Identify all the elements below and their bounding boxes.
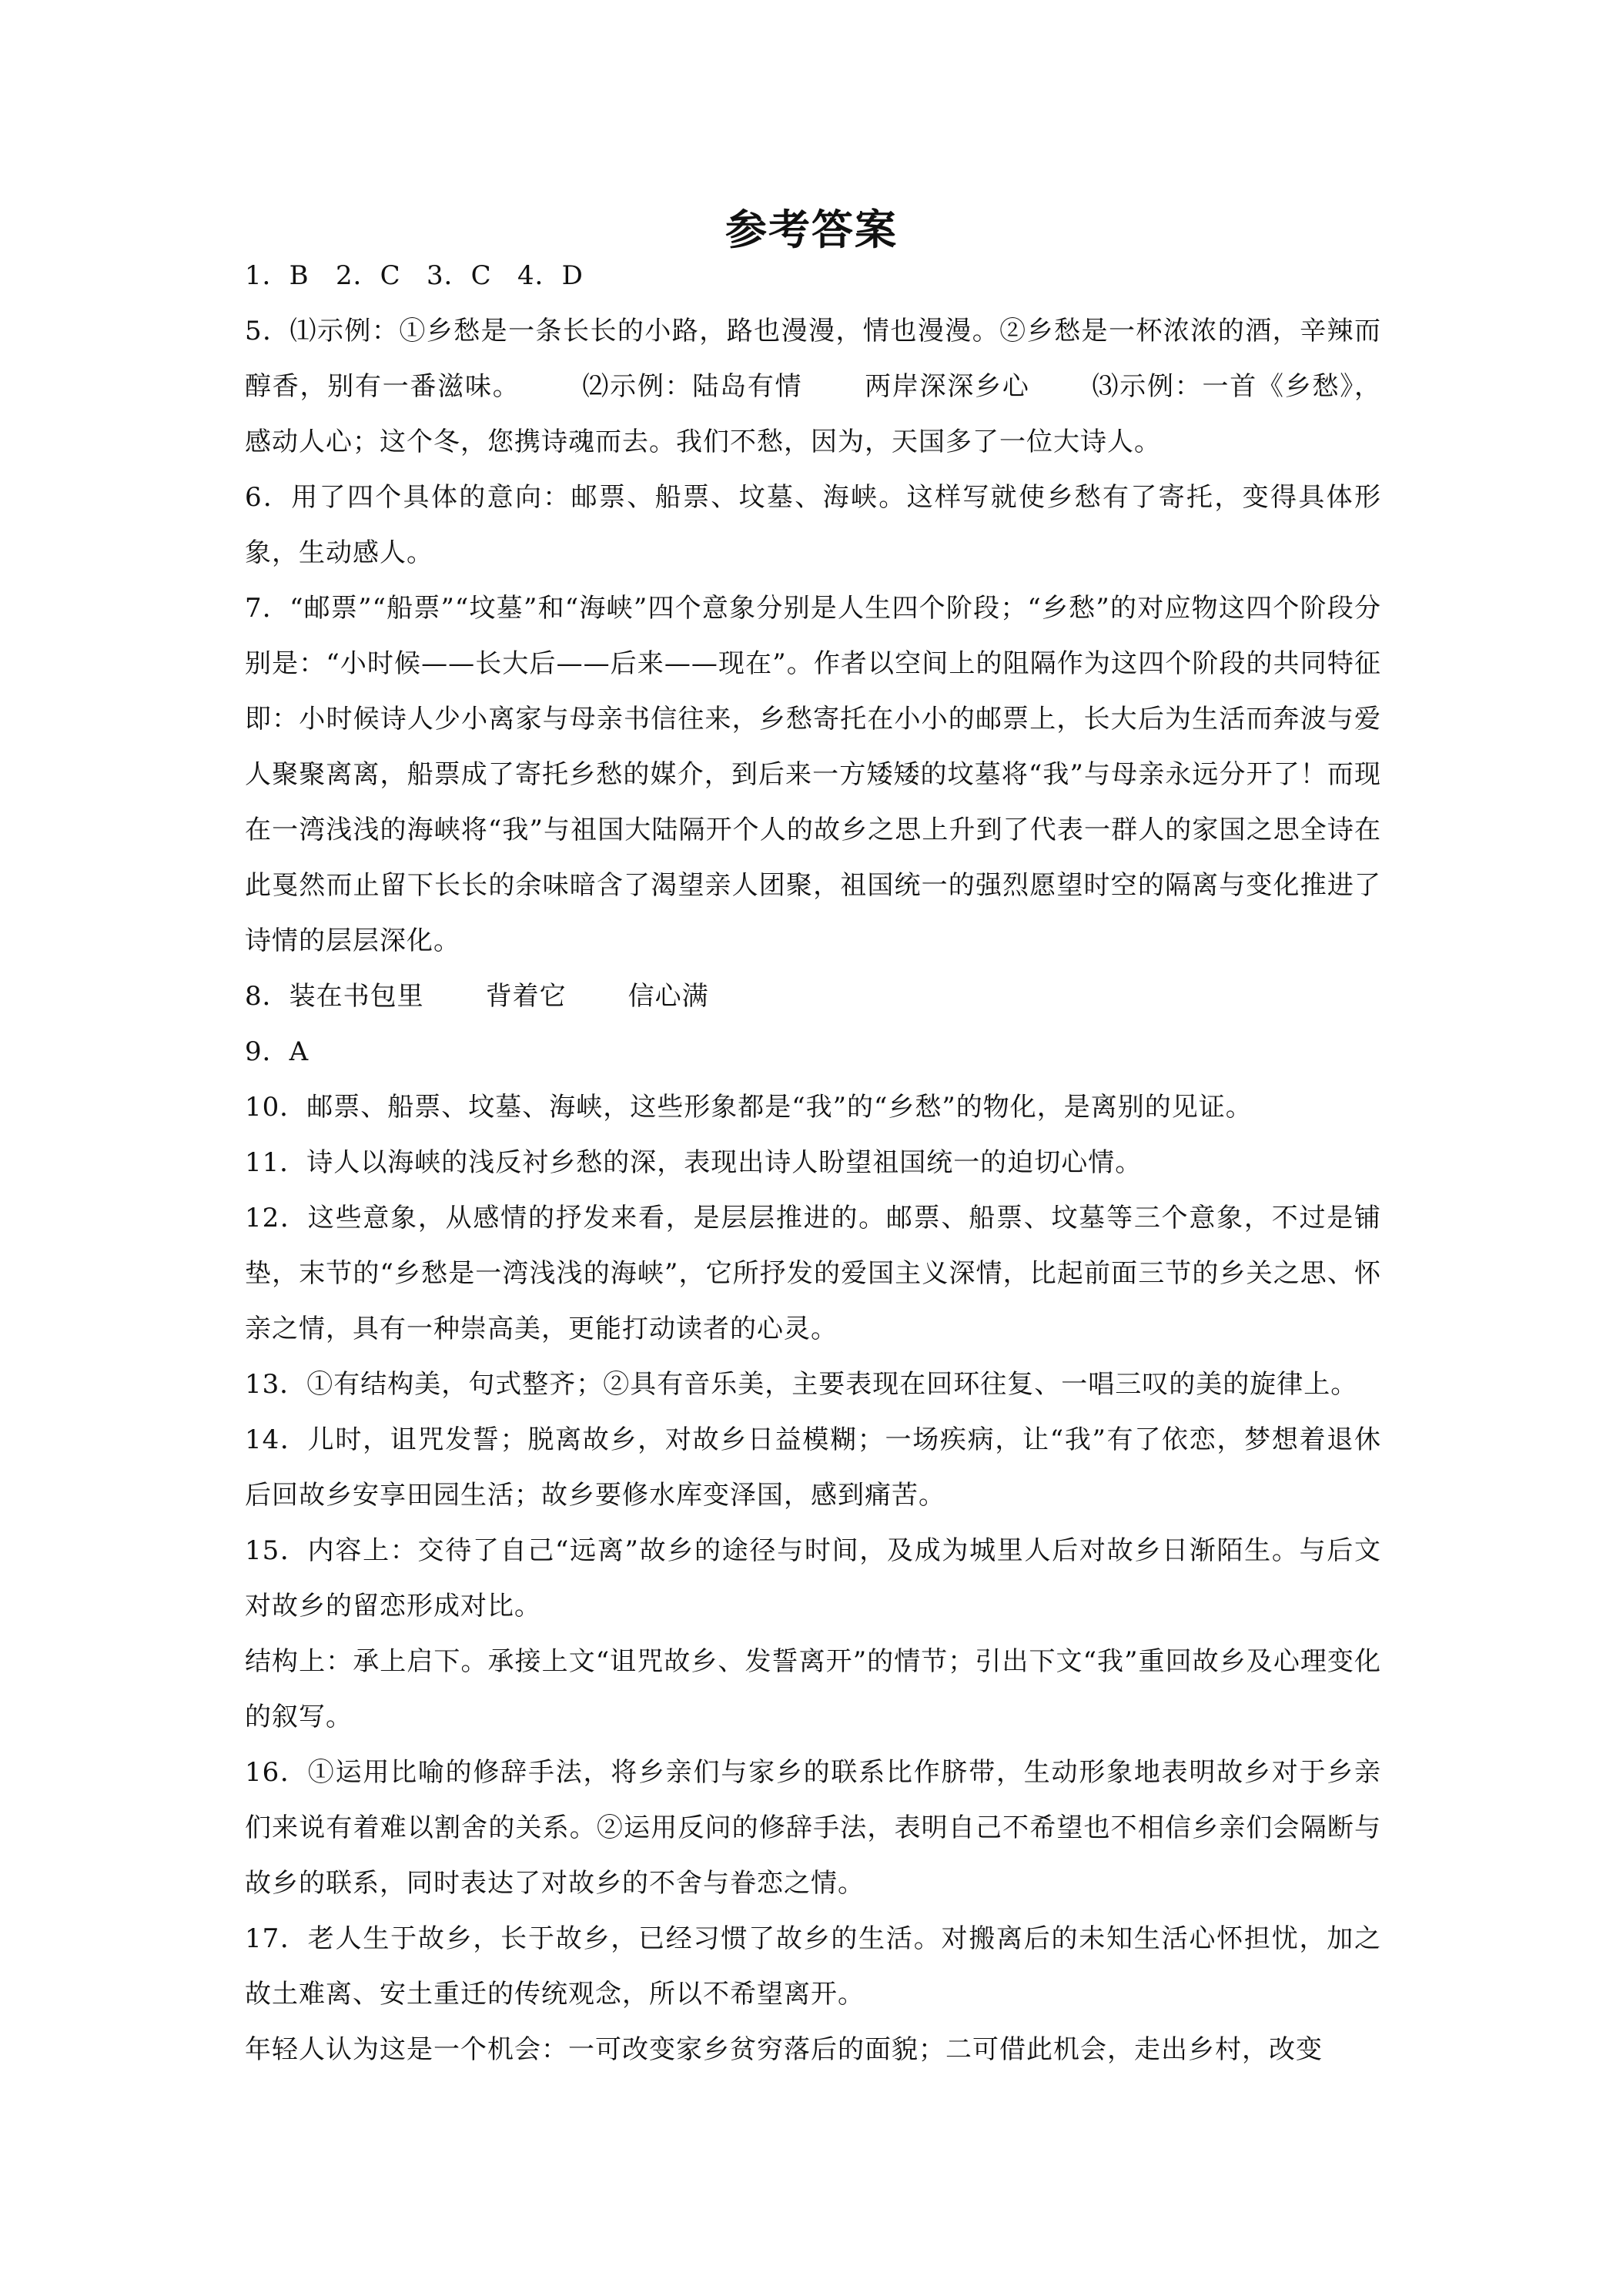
answer-6: 6．用了四个具体的意向：邮票、船票、坟墓、海峡。这样写就使乡愁有了寄托，变得具体形象，生动感人。 [245, 482, 1381, 568]
answer-5-part1: 5．⑴示例：①乡愁是一条长长的小路，路也漫漫，情也漫漫。②乡愁是一杯浓浓的酒，辛辣而醇香，别有一番滋味。 [245, 316, 1381, 402]
answer-2: 2．C [336, 260, 401, 291]
answer-17-youth: 年轻人认为这是一个机会：一可改变家乡贫穷落后的面貌；二可借此机会，走出乡村，改变 [245, 2034, 1323, 2065]
answers-1-4 [245, 248, 1381, 303]
answer-15-content: 15．内容上：交待了自己“远离”故乡的途径与时间，及成为城里人后对故乡日渐陌生。与后文对故乡的留恋形成对比。 [245, 1535, 1381, 1622]
answer-content [245, 248, 1381, 2077]
answer-15-structure: 结构上：承上启下。承接上文“诅咒故乡、发誓离开”的情节；引出下文“我”重回故乡及心理变化的叙写。 [245, 1646, 1381, 1732]
answer-5-part2-label: ⑵示例：陆岛有情 [581, 371, 803, 402]
answer-8-item-1: 8．装在书包里 [245, 981, 424, 1012]
answer-16: 16．①运用比喻的修辞手法，将乡亲们与家乡的联系比作脐带，生动形象地表明故乡对于乡亲们来说有着难以割舍的关系。②运用反问的修辞手法，表明自己不希望也不相信乡亲们会隔断与故乡的联系，同时表达了对故乡的不舍与眷恋之情。 [245, 1757, 1381, 1899]
answer-12: 12．这些意象，从感情的抒发来看，是层层推进的。邮票、船票、坟墓等三个意象，不过是铺垫，末节的“乡愁是一湾浅浅的海峡”，它所抒发的爱国主义深情，比起前面三节的乡关之思、怀亲之情，具有一种崇高美，更能打动读者的心灵。 [245, 1203, 1381, 1344]
answer-13: 13．①有结构美，句式整齐；②具有音乐美，主要表现在回环往复、一唱三叹的美的旋律上。 [245, 1369, 1358, 1400]
answer-17-elders: 17．老人生于故乡，长于故乡，已经习惯了故乡的生活。对搬离后的未知生活心怀担忧，加之故土难离、安土重迁的传统观念，所以不希望离开。 [245, 1923, 1381, 2010]
answer-8-item-3: 信心满 [627, 981, 709, 1012]
answer-5-part2-text: 两岸深深乡心 [864, 371, 1030, 402]
answer-1: 1．B [245, 260, 310, 291]
answer-3: 3．C [427, 260, 492, 291]
answer-8 [245, 969, 1381, 1024]
answer-11: 11．诗人以海峡的浅反衬乡愁的深，表现出诗人盼望祖国统一的迫切心情。 [245, 1147, 1143, 1178]
answer-4: 4．D [517, 260, 584, 291]
page-title: 参考答案 [725, 205, 898, 254]
answer-5-part3: ⑶示例：一首《乡愁》，感动人心；这个冬，您携诗魂而去。我们不愁，因为，天国多了一位大诗人。 [245, 371, 1382, 457]
answer-9: 9．A [245, 1036, 310, 1067]
answer-14: 14．儿时，诅咒发誓；脱离故乡，对故乡日益模糊；一场疾病，让“我”有了依恋，梦想着退休后回故乡安享田园生活；故乡要修水库变泽国，感到痛苦。 [245, 1424, 1381, 1511]
answer-5 [245, 303, 1381, 470]
answer-8-item-2: 背着它 [485, 981, 567, 1012]
answer-7: 7．“邮票”“船票”“坟墓”和“海峡”四个意象分别是人生四个阶段；“乡愁”的对应物这四个阶段分别是：“小时候——长大后——后来——现在”。作者以空间上的阻隔作为这四个阶段的共同特征即：小时候诗人少小离家与母亲书信往来，乡愁寄托在小小的邮票上，长大后为生活而奔波与爱人聚聚离离，船票成了寄托乡愁的媒介，到后来一方矮矮的坟墓将“我”与母亲永远分开了！而现在一湾浅浅的海峡将“我”与祖国大陆隔开个人的故乡之思上升到了代表一群人的家国之思全诗在此戛然而止留下长长的余味暗含了渴望亲人团聚，祖国统一的强烈愿望时空的隔离与变化推进了诗情的层层深化。 [245, 593, 1381, 956]
answer-10: 10．邮票、船票、坟墓、海峡，这些形象都是“我”的“乡愁”的物化，是离别的见证。 [245, 1092, 1253, 1123]
